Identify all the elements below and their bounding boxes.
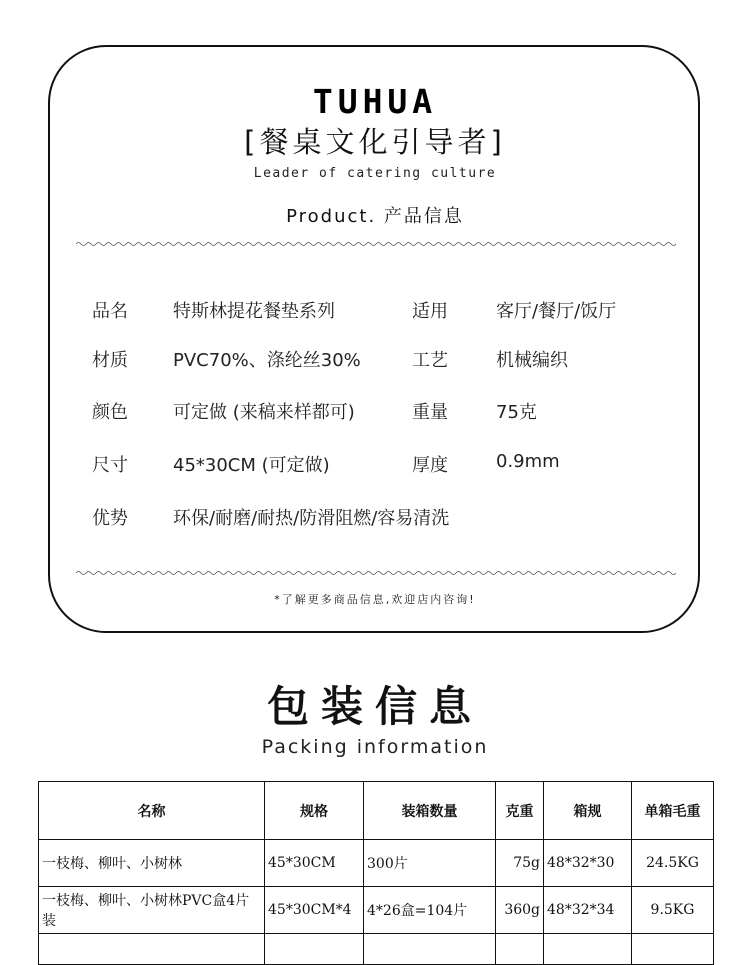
value-thickness: 0.9mm bbox=[496, 451, 560, 472]
label-size: 尺寸 bbox=[92, 455, 128, 476]
value-advantage: 环保/耐磨/耐热/防滑阻燃/容易清洗 bbox=[173, 508, 450, 529]
cell-gross-weight: 9.5KG bbox=[632, 887, 714, 934]
table-row bbox=[39, 840, 714, 887]
label-material: 材质 bbox=[92, 350, 128, 371]
value-weight: 75克 bbox=[496, 402, 537, 423]
brand-logo: TUHUA bbox=[312, 82, 438, 121]
product-section-title: Product. 产品信息 bbox=[286, 206, 464, 227]
header-carton-size: 箱规 bbox=[544, 782, 632, 840]
cell-gram-weight: 360g bbox=[496, 887, 544, 934]
value-material: PVC70%、涤纶丝30% bbox=[173, 350, 361, 371]
value-color: 可定做 (来稿来样都可) bbox=[173, 402, 355, 423]
table-row-partial bbox=[39, 934, 714, 965]
packing-subtitle: Packing information bbox=[261, 736, 489, 758]
brand-tagline: [餐桌文化引导者] bbox=[244, 125, 506, 159]
cell-spec: 45*30CM bbox=[265, 840, 364, 887]
label-advantage: 优势 bbox=[92, 508, 128, 529]
table-row bbox=[39, 887, 714, 934]
cell-quantity: 4*26盒=104片 bbox=[364, 887, 496, 934]
value-usage: 客厅/餐厅/饭厅 bbox=[496, 301, 617, 322]
label-name: 品名 bbox=[92, 301, 128, 322]
cell-spec: 45*30CM*4 bbox=[265, 887, 364, 934]
header-gross-weight: 单箱毛重 bbox=[632, 782, 714, 840]
header-quantity: 装箱数量 bbox=[364, 782, 496, 840]
info-note: *了解更多商品信息,欢迎店内咨询! bbox=[274, 593, 476, 606]
label-color: 颜色 bbox=[92, 402, 128, 423]
cell-name: 一枝梅、柳叶、小树林PVC盒4片装 bbox=[39, 887, 265, 934]
table-header-row bbox=[39, 782, 714, 840]
label-craft: 工艺 bbox=[412, 350, 448, 371]
header-spec: 规格 bbox=[265, 782, 364, 840]
label-thickness: 厚度 bbox=[412, 455, 448, 476]
header-gram-weight: 克重 bbox=[496, 782, 544, 840]
packing-title: 包装信息 bbox=[266, 682, 483, 731]
packing-table bbox=[38, 781, 714, 965]
label-usage: 适用 bbox=[412, 301, 448, 322]
label-weight: 重量 bbox=[412, 402, 448, 423]
value-size: 45*30CM (可定做) bbox=[173, 455, 330, 476]
value-craft: 机械编织 bbox=[496, 350, 568, 371]
cell-carton-size: 48*32*30 bbox=[544, 840, 632, 887]
cell-name: 一枝梅、柳叶、小树林 bbox=[39, 840, 265, 887]
value-name: 特斯林提花餐垫系列 bbox=[173, 301, 335, 322]
wavy-divider-top bbox=[76, 240, 676, 248]
cell-gross-weight: 24.5KG bbox=[632, 840, 714, 887]
cell-quantity: 300片 bbox=[364, 840, 496, 887]
cell-carton-size: 48*32*34 bbox=[544, 887, 632, 934]
header-name: 名称 bbox=[39, 782, 265, 840]
brand-subtitle: Leader of catering culture bbox=[253, 166, 497, 181]
cell-gram-weight: 75g bbox=[496, 840, 544, 887]
wavy-divider-bottom bbox=[76, 569, 676, 577]
